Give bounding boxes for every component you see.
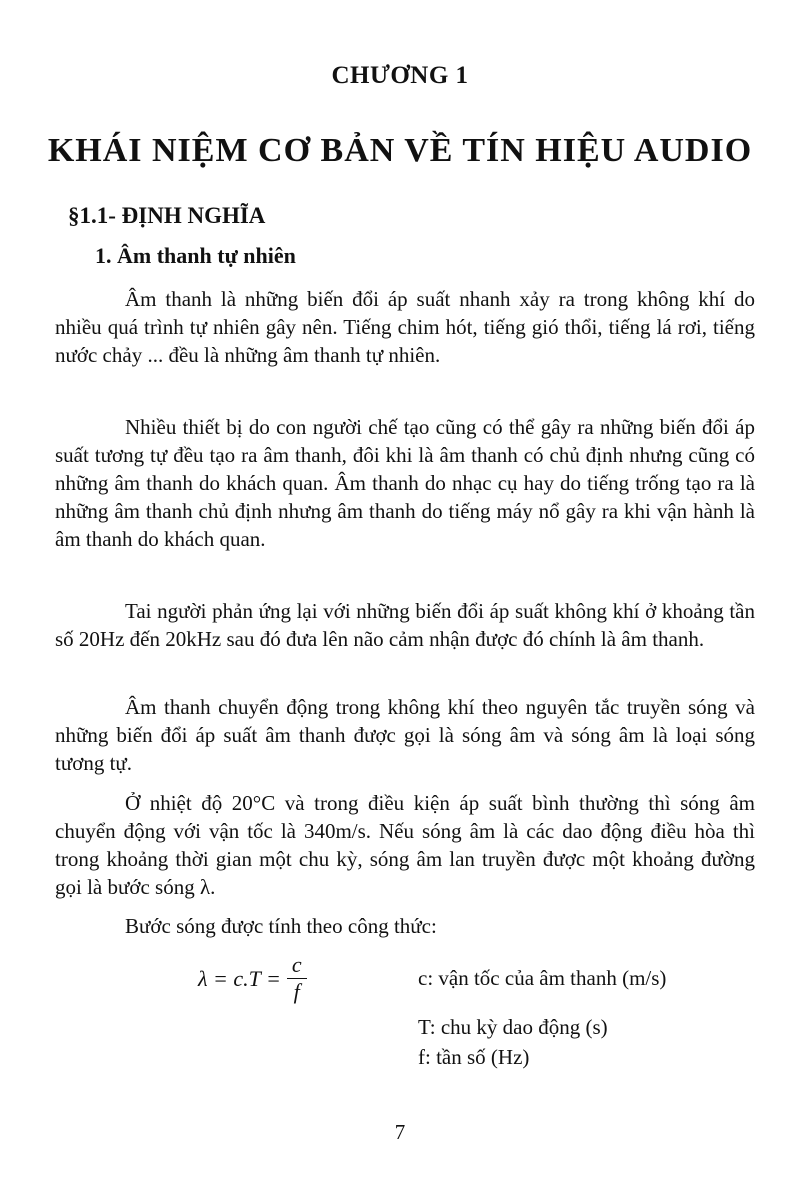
paragraph-2: Nhiều thiết bị do con người chế tạo cũng có thể gây ra những biến đổi áp suất tương tự đều tạo ra âm thanh, đôi khi là âm thanh có chủ định nhưng cũng có những âm thanh do khách quan. Âm thanh do nhạc cụ hay do tiếng trống tạo ra là những âm thanh chủ định nhưng âm thanh do tiếng máy nổ gây ra khi vận hành là âm thanh do khách quan. [55, 415, 755, 551]
formula-lhs: λ = c.T = [198, 965, 281, 991]
paragraph-3: Tai người phản ứng lại với những biến đổi áp suất không khí ở khoảng tần số 20Hz đến 20kHz sau đó đưa lên não cảm nhận được đó chính là âm thanh. [55, 599, 755, 651]
paragraph-5: Ở nhiệt độ 20°C và trong điều kiện áp suất bình thường thì sóng âm chuyển động với vận tốc là 340m/s. Nếu sóng âm là các dao động điều hòa thì trong khoảng thời gian một chu kỳ, sóng âm lan truyền được một khoảng đường gọi là bước sóng λ. [55, 791, 755, 899]
chapter-title: KHÁI NIỆM CƠ BẢN VỀ TÍN HIỆU AUDIO [47, 132, 753, 169]
formula-denominator: f [293, 979, 300, 1004]
paragraph-4: Âm thanh chuyển động trong không khí theo nguyên tắc truyền sóng và những biến đổi áp suất âm thanh được gọi là sóng âm và sóng âm là loại sóng tương tự. [55, 695, 755, 775]
paragraph-1: Âm thanh là những biến đổi áp suất nhanh xảy ra trong không khí do nhiều quá trình tự nhiên gây nên. Tiếng chim hót, tiếng gió thổi, tiếng lá rơi, tiếng nước chảy ... đều là những âm thanh tự nhiên. [55, 287, 755, 367]
subsection-heading: 1. Âm thanh tự nhiên [95, 243, 296, 268]
formula-fraction [287, 952, 307, 1005]
page-number: 7 [394, 1120, 406, 1144]
wavelength-formula [198, 952, 307, 1005]
legend-f: f: tần số (Hz) [418, 1045, 530, 1069]
formula-numerator: c [287, 952, 307, 979]
legend-t: T: chu kỳ dao động (s) [418, 1015, 608, 1039]
section-heading: §1.1- ĐỊNH NGHĨA [68, 203, 266, 228]
legend-c: c: vận tốc của âm thanh (m/s) [418, 966, 667, 990]
chapter-label: CHƯƠNG 1 [331, 62, 469, 89]
formula-intro: Bước sóng được tính theo công thức: [125, 914, 437, 938]
